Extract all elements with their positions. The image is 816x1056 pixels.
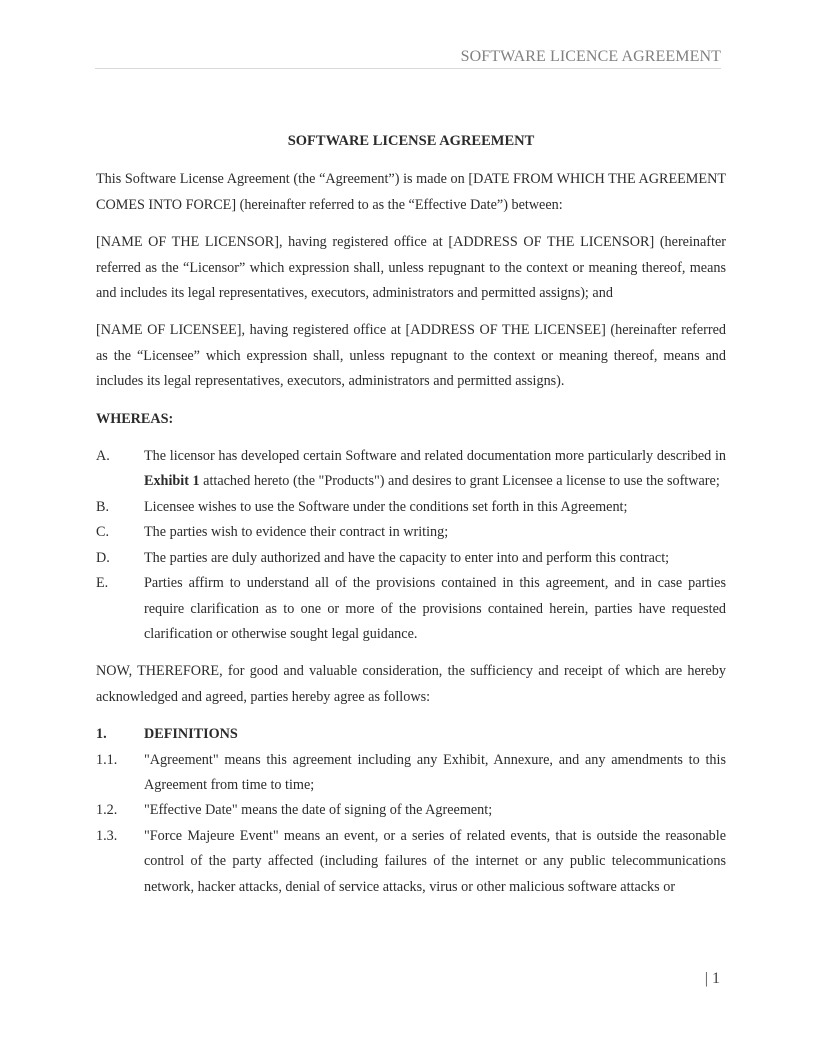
now-therefore-paragraph: NOW, THEREFORE, for good and valuable consideration, the sufficiency and receipt of which are hereby acknowledged and agreed, parties hereby agree as follows: [96, 663, 726, 705]
definition-item [96, 824, 726, 900]
page-number: | 1 [704, 970, 720, 987]
definition-label: 1.2. [96, 802, 118, 819]
recital-text: The parties are duly authorized and have the capacity to enter into and perform this contract; [144, 549, 670, 566]
recital-label: D. [96, 549, 110, 566]
definition-item [96, 798, 726, 823]
document-title: SOFTWARE LICENSE AGREEMENT [287, 133, 535, 149]
recital-text: The parties wish to evidence their contract in writing; [144, 524, 449, 541]
header-divider [95, 68, 721, 69]
recital-item [96, 520, 726, 545]
recitals-list [96, 444, 726, 647]
recital-label: C. [96, 524, 110, 541]
definition-text: "Agreement" means this agreement including any Exhibit, Annexure, and any amendments to this Agreement from time to time; [144, 751, 726, 793]
recital-label: A. [96, 448, 110, 465]
intro-paragraph: This Software License Agreement (the “Agreement”) is made on [DATE FROM WHICH THE AGREEMENT COMES INTO FORCE] (hereinafter referred to as the “Effective Date”) between: [96, 171, 726, 213]
recital-text [144, 444, 726, 495]
recital-item [96, 495, 726, 520]
definition-text: "Effective Date" means the date of signing of the Agreement; [144, 802, 493, 819]
recital-item [96, 571, 726, 647]
recital-label: B. [96, 498, 110, 515]
running-header: SOFTWARE LICENCE AGREEMENT [460, 48, 721, 65]
document-body [96, 129, 726, 900]
licensor-paragraph: [NAME OF THE LICENSOR], having registered office at [ADDRESS OF THE LICENSOR] (hereinafter referred as the “Licensor” which expression shall, unless repugnant to the context or meaning thereof, means and includes its legal representatives, executors, administrators and permitted assigns); and [96, 234, 726, 302]
definition-label: 1.1. [96, 751, 118, 768]
whereas-heading: WHEREAS: [96, 410, 174, 427]
recital-a-text-end: attached hereto (the "Products") and desires to grant Licensee a license to use the software; [199, 473, 720, 490]
section-title: DEFINITIONS [144, 726, 238, 743]
section-heading [96, 722, 726, 747]
definition-text: "Force Majeure Event" means an event, or a series of related events, that is outside the reasonable control of the party affected (including failures of the internet or any public telecommunications network, hacker attacks, denial of service attacks, virus or other malicious software attacks or [144, 827, 726, 895]
recital-item [96, 444, 726, 495]
recital-text: Parties affirm to understand all of the provisions contained in this agreement, and in case parties require clarification as to one or more of the provisions contained herein, parties have requested clarification or otherwise sought legal guidance. [144, 575, 726, 642]
definition-label: 1.3. [96, 827, 118, 844]
recital-label: E. [96, 575, 109, 592]
exhibit-reference: Exhibit 1 [144, 473, 200, 490]
licensee-paragraph: [NAME OF LICENSEE], having registered office at [ADDRESS OF THE LICENSEE] (hereinafter referred as the “Licensee” which expression shall, unless repugnant to the context or meaning thereof, means and includes its legal representatives, executors, administrators and permitted assigns). [96, 322, 726, 390]
recital-text: Licensee wishes to use the Software under the conditions set forth in this Agreement; [144, 498, 628, 515]
recital-a-text-start: The licensor has developed certain Software and related documentation more particularly described in [144, 448, 726, 465]
recital-item [96, 546, 726, 571]
section-number: 1. [96, 726, 107, 743]
definition-item [96, 748, 726, 799]
